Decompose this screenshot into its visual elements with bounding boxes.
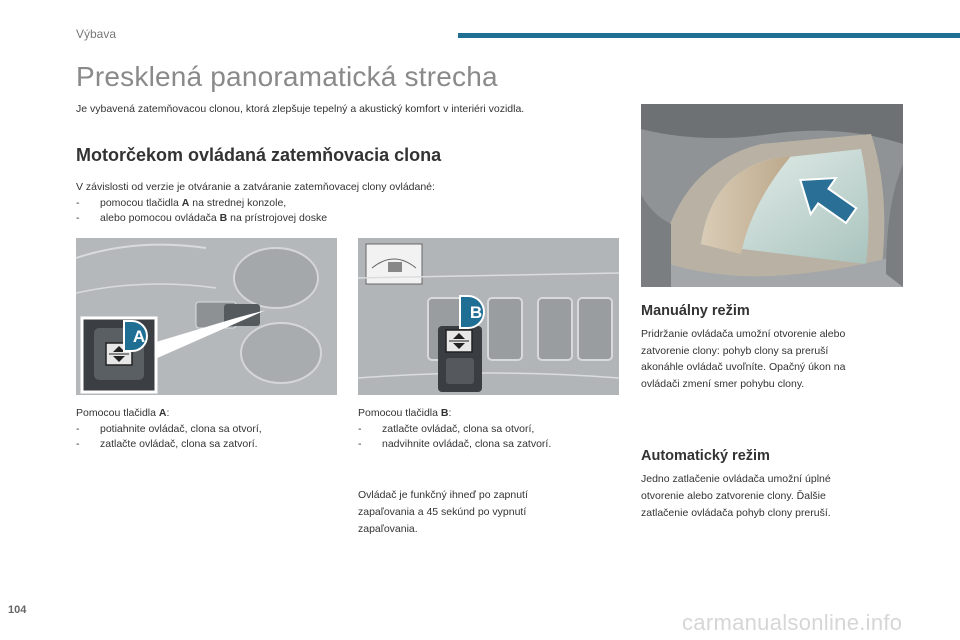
button-b-block [358, 406, 628, 453]
page-title: Presklená panoramatická strecha [76, 61, 498, 92]
dashboard-illustration-b [358, 238, 619, 395]
list-item: - nadvihnite ovládač, clona sa zatvorí. [358, 438, 552, 450]
ignition-note: Ovládač je funkčný ihneď po zapnutí zapaľovania a 45 sekúnd po vypnutí zapaľovania. [358, 489, 528, 535]
label-a-badge [124, 321, 147, 351]
list-item: - zatlačte ovládač, clona sa zatvorí. [76, 438, 258, 450]
manual-heading: Manuálny režim [641, 303, 750, 319]
motor-text-block [76, 180, 596, 227]
list-item: - potiahnite ovládač, clona sa otvorí, [76, 422, 262, 435]
auto-heading: Automatický režim [641, 448, 770, 464]
auto-text: Jedno zatlačenie ovládača umožní úplné otvorenie alebo zatvorenie clony. Ďalšie zatlačenie ovládača pohyb clony preruší. [641, 473, 831, 519]
sunroof-switch-icon [446, 330, 472, 352]
console-illustration-a [76, 238, 337, 395]
button-a-intro: Pomocou tlačidla A: [76, 407, 170, 419]
motor-heading: Motorčekom ovládaná zatemňovacia clona [76, 145, 442, 165]
list-item: - pomocou tlačidla A na strednej konzole, [76, 196, 287, 209]
label-b: B [469, 303, 483, 322]
list-item: - alebo pomocou ovládača B na prístrojovej doske [76, 212, 328, 224]
sunroof-drawing [641, 104, 903, 287]
manual-text: Pridržanie ovládača umožní otvorenie alebo zatvorenie clony: pohyb clony sa preruší akonáhle ovládač uvoľníte. Opačný úkon na ovládači zmení smer pohybu clony. [641, 328, 846, 390]
motor-text: V závislosti od verzie je otváranie a zatváranie zatemňovacej clony ovládané: [76, 181, 435, 193]
header-bar [458, 33, 960, 38]
page-number: 104 [8, 604, 27, 616]
sunroof-illustration [641, 104, 903, 287]
section-label: Výbava [76, 27, 117, 41]
watermark: carmanualsonline.info [682, 610, 903, 635]
button-b-intro: Pomocou tlačidla B: [358, 407, 452, 419]
label-a: A [132, 327, 146, 346]
button-a-block [76, 406, 346, 453]
label-b-badge [460, 296, 484, 328]
intro-text: Je vybavená zatemňovacou clonou, ktorá zlepšuje tepelný a akustický komfort v interiéri vozidla. [76, 103, 525, 115]
list-item: - zatlačte ovládač, clona sa otvorí, [358, 422, 535, 435]
